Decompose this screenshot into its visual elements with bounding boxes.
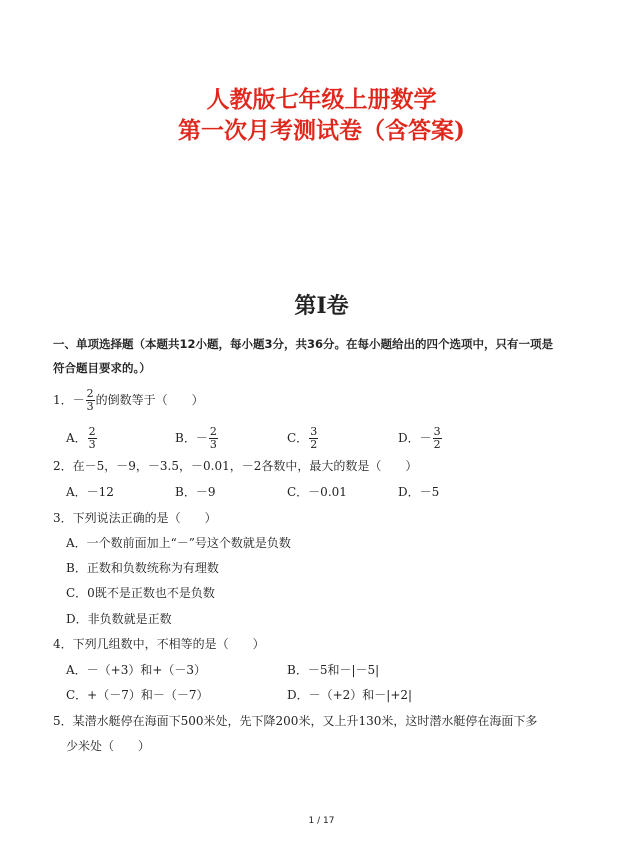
question-3-stem: 3．下列说法正确的是（ ） xyxy=(53,511,217,525)
question-4-option-b: B．－5和－|－5| xyxy=(287,663,380,677)
question-1-number: 1． xyxy=(53,393,73,407)
option-fraction xyxy=(88,426,97,451)
question-2-stem: 2．在－5，－9，－3.5，－0.01，－2各数中，最大的数是（ ） xyxy=(53,459,418,473)
question-2-option-b: B．－9 xyxy=(175,485,216,499)
fraction-numerator: 2 xyxy=(209,425,217,438)
question-1-text: 的倒数等于（ ） xyxy=(95,393,204,407)
fraction-numerator: 3 xyxy=(433,425,441,438)
question-2-option-d: D．－5 xyxy=(398,485,440,499)
question-3-option-a: A．一个数前面加上“－”号这个数就是负数 xyxy=(66,536,291,550)
option-label: A． xyxy=(66,431,87,445)
question-3-option-c: C．0既不是正数也不是负数 xyxy=(66,586,215,600)
part1-heading-line2: 符合题目要求的。） xyxy=(53,361,151,375)
option-sign: － xyxy=(195,431,208,445)
section-title: 第Ⅰ卷 xyxy=(294,293,349,319)
fraction-denominator: 3 xyxy=(88,438,96,451)
fraction-numerator: 3 xyxy=(310,425,318,438)
question-1-sign: － xyxy=(72,393,85,407)
question-2-option-a: A．－12 xyxy=(66,485,114,499)
option-label: B． xyxy=(175,431,196,445)
option-fraction xyxy=(309,426,318,451)
question-4-option-a: A．－（+3）和+（－3） xyxy=(66,663,207,677)
question-4-option-c: C．+（－7）和－（－7） xyxy=(66,688,209,702)
question-4-option-d: D．－（+2）和－|+2| xyxy=(287,688,413,702)
document-title-line2: 第一次月考测试卷（含答案) xyxy=(178,117,465,144)
fraction-denominator: 3 xyxy=(209,438,217,451)
question-5-stem-line2: 少米处（ ） xyxy=(66,739,151,753)
document-title-line1: 人教版七年级上册数学 xyxy=(206,86,437,113)
option-label: C． xyxy=(287,431,309,445)
option-fraction xyxy=(209,426,218,451)
question-5-stem-line1: 5．某潜水艇停在海面下500米处，先下降200米，又上升130米，这时潜水艇停在海面下多 xyxy=(53,714,538,728)
fraction-denominator: 2 xyxy=(433,438,441,451)
fraction-numerator: 2 xyxy=(88,425,96,438)
fraction-numerator: 2 xyxy=(86,387,94,400)
option-sign: － xyxy=(419,431,432,445)
question-1-stem xyxy=(53,388,204,413)
question-1-fraction xyxy=(86,388,95,413)
page-number: 1 / 17 xyxy=(308,816,335,826)
fraction-denominator: 2 xyxy=(310,438,318,451)
option-fraction xyxy=(433,426,442,451)
question-3-option-b: B．正数和负数统称为有理数 xyxy=(66,561,219,575)
question-1-option-d xyxy=(398,426,443,451)
question-4-stem: 4．下列几组数中，不相等的是（ ） xyxy=(53,637,265,651)
question-1-option-a xyxy=(66,426,98,451)
part1-heading-line1: 一、单项选择题（本题共12小题，每小题3分，共36分。在每小题给出的四个选项中，只有一项是 xyxy=(53,337,554,351)
option-label: D． xyxy=(398,431,420,445)
fraction-denominator: 3 xyxy=(86,400,94,413)
question-2-option-c: C．－0.01 xyxy=(287,485,347,499)
question-1-option-b xyxy=(175,426,219,451)
question-1-option-c xyxy=(287,426,319,451)
question-3-option-d: D．非负数就是正数 xyxy=(66,612,172,626)
